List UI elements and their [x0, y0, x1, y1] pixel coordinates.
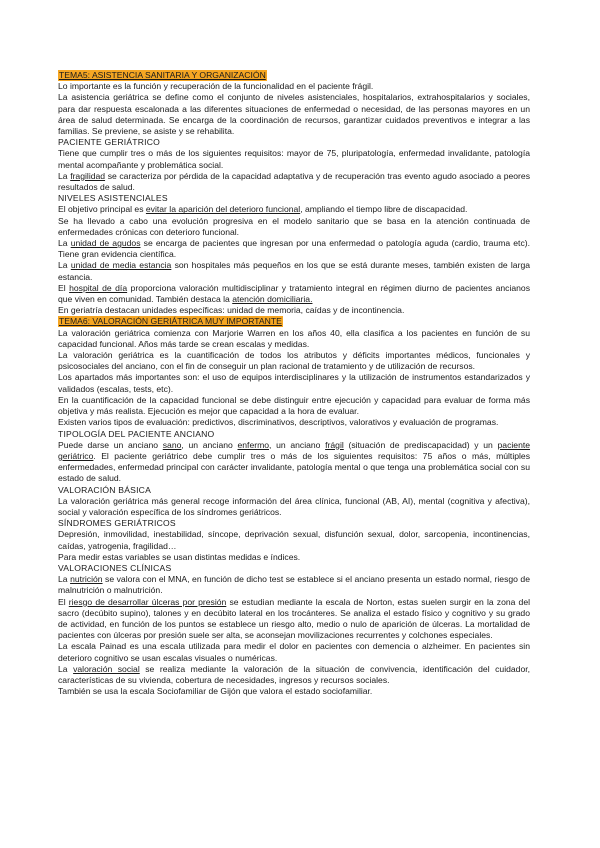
section-heading-sindromes: SÍNDROMES GERIÁTRICOS: [58, 518, 176, 529]
paragraph: La unidad de media estancia son hospitales más pequeños en los que se está durante meses, también existen de larga estancia.: [58, 260, 531, 282]
underlined-term: sano: [162, 439, 182, 450]
paragraph: Puede darse un anciano sano, un anciano enfermo, un anciano frágil (situación de prediscapacidad) y un paciente geriátrico. El paciente geriátrico debe cumplir tres o más de los siguientes requisitos: 75 años o más, múltiples enfermedades, enfermedad principal con carácter invalidante, patología mental o que tenga una problemática social con su estado de salud.: [58, 439, 531, 484]
paragraph: La unidad de agudos se encarga de pacientes que ingresan por una enfermedad o patología aguda (cardio, trauma etc). Tiene gran evidencia científica.: [58, 238, 530, 260]
underlined-term: valoración social: [73, 663, 140, 674]
topic-5-title: TEMA5: ASISTENCIA SANITARIA Y ORGANIZACIÓN: [59, 70, 266, 80]
underlined-term: unidad de agudos: [70, 238, 141, 249]
section-heading-clinicas: VALORACIONES CLÍNICAS: [58, 562, 172, 573]
paragraph: Tiene que cumplir tres o más de los siguientes requisitos: mayor de 75, pluripatología, enfermedad invalidante, patología mental acompañante y problemática social.: [58, 148, 530, 170]
paragraph: El riesgo de desarrollar úlceras por presión se estudian mediante la escala de Norton, estas suelen surgir en la zona del sacro (decúbito supino), talones y en decúbito lateral en los trocánteres. Se analiza el estado físico y cognitivo y su grado de actividad, en función de los puntos se establece un riesgo alto, medio o nulo de aparición de úlceras. La mortalidad de pacientes con úlceras por presión suele ser alta, se aconsejan movilizaciones recurrentes y colchones especiales.: [58, 596, 531, 641]
paragraph: La fragilidad se caracteriza por pérdida de la capacidad adaptativa y de recuperación tras evento agudo asociado a peores resultados de salud.: [58, 170, 530, 193]
underlined-term: frágil: [325, 439, 344, 450]
underlined-term: hospital de día: [69, 282, 128, 293]
paragraph: Depresión, inmovilidad, inestabilidad, síncope, deprivación sexual, disfunción sexual, dolor, sarcopenia, incontinencias, caídas, yatrogenia, fragilidad…: [58, 529, 530, 551]
section-heading-niveles: NIVELES ASISTENCIALES: [58, 193, 168, 204]
underlined-term: atención domiciliaria.: [232, 294, 313, 305]
paragraph: La valoración geriátrica es la cuantificación de todos los atributos y déficits importantes médicos, funcionales y psicosociales del anciano, con el fin de conseguir un plan racional de tratamiento y de utilización de recursos.: [58, 350, 530, 372]
paragraph: La asistencia geriátrica se define como el conjunto de niveles asistenciales, hospitalarios, extrahospitalarios y sociales, para dar respuesta escalonada a las diferentes situaciones de enfermedad o necesidad, de las personas mayores en un área de salud determinada. Se encarga de la coordinación de recursos, garantizar cuidados preventivos e integrar a las familias. Se previene, se asiste y se rehabilita.: [58, 92, 530, 137]
underlined-term: enfermo: [237, 439, 270, 450]
paragraph: En la cuantificación de la capacidad funcional se debe distinguir entre ejecución y capacidad para evaluar de forma más objetiva y más realista. Ejecución es mejor que capacidad a la hora de evaluar.: [58, 394, 530, 417]
topic-6-title: TEMA6: VALORACIÓN GERIÁTRICA MUY IMPORTANTE: [59, 316, 282, 327]
underlined-term: nutrición: [70, 574, 103, 585]
underlined-term: riesgo de desarrollar úlceras por presión: [68, 596, 227, 607]
paragraph: Para medir estas variables se usan distintas medidas e índices.: [58, 551, 301, 562]
paragraph: Se ha llevado a cabo una evolución progresiva en el modelo sanitario que se basa en la atención continuada de enfermedades crónicas con deterioro funcional.: [58, 215, 530, 237]
paragraph: La nutrición se valora con el MNA, en función de dicho test se establece si el anciano presenta un estado normal, riesgo de malnutrición o malnutrición.: [58, 574, 530, 596]
section-heading-tipologia: TIPOLOGÍA DEL PACIENTE ANCIANO: [58, 428, 215, 439]
underlined-term: unidad de media estancia: [70, 260, 172, 271]
underlined-term: evitar la aparición del deterioro funcional: [145, 204, 301, 215]
paragraph: Existen varios tipos de evaluación: predictivos, discriminativos, descriptivos, valorativos y evaluación de programas.: [58, 417, 499, 428]
paragraph: El objetivo principal es evitar la aparición del deterioro funcional, ampliando el tiempo libre de discapacidad.: [58, 204, 468, 215]
section-heading-basica: VALORACIÓN BÁSICA: [58, 484, 152, 495]
paragraph: La valoración social se realiza mediante la valoración de la situación de convivencia, identificación del cuidador, características de su vivienda, cobertura de necesidades, ingresos y recursos sociales.: [58, 663, 531, 685]
paragraph: La valoración geriátrica más general recoge información del área clínica, funcional (AB, AI), mental (cognitiva y afectiva), social y valoración específica de los síndromes geriátricos.: [58, 495, 530, 517]
paragraph: También se usa la escala Sociofamiliar de Gijón que valora el estado sociofamiliar.: [58, 686, 373, 697]
paragraph: La valoración geriátrica comienza con Marjorie Warren en los años 40, ella clasifica a los pacientes en función de su capacidad funcional. Años más tarde se crean escalas y medidas.: [58, 327, 530, 349]
paragraph: Los apartados más importantes son: el uso de equipos interdisciplinares y la utilización de instrumentos estandarizados y validados (escalas, tests, etc).: [58, 372, 530, 394]
paragraph: Lo importante es la función y recuperación de la funcionalidad en el paciente frágil.: [58, 81, 374, 92]
underlined-term: paciente geriátrico: [58, 439, 531, 461]
paragraph: El hospital de día proporciona valoración multidisciplinar y tratamiento integral en régimen diurno de pacientes ancianos que viven en comunidad. También destaca la atención domiciliaria.: [58, 282, 531, 305]
paragraph: En geriatría destacan unidades específicas: unidad de memoria, caídas y de incontinencia.: [58, 305, 405, 316]
paragraph: La escala Painad es una escala utilizada para medir el dolor en pacientes con demencia o alzheimer. En pacientes sin deterioro cognitivo se usan escalas visuales o numéricas.: [58, 641, 530, 663]
underlined-term: fragilidad: [70, 170, 106, 181]
section-heading-paciente: PACIENTE GERIÁTRICO: [58, 137, 161, 148]
